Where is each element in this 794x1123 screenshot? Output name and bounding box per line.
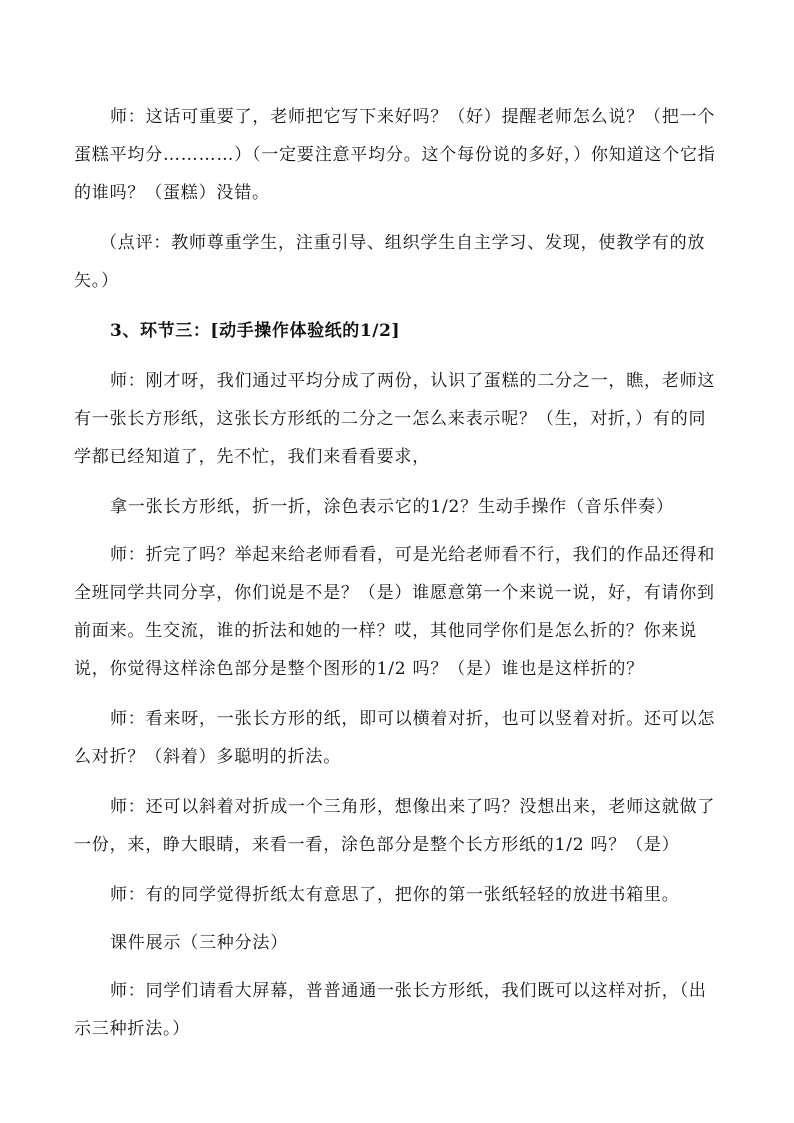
paragraph-triangle-fold: 师：还可以斜着对折成一个三角形，想像出来了吗？没想出来，老师这就做了一份，来，睁大眼睛，来看一看，涂色部分是整个长方形纸的1/2 吗？（是） <box>74 797 716 855</box>
paragraph-teacher-writing: 师：这话可重要了，老师把它写下来好吗？（好）提醒老师怎么说？（把一个蛋糕平均分…………）（一定要注意平均分。这个每份说的多好，）你知道这个它指的谁吗？（蛋糕）没错。 <box>74 107 716 203</box>
paragraph-rectangle-paper: 师：刚才呀，我们通过平均分成了两份，认识了蛋糕的二分之一，瞧，老师这有一张长方形纸，这张长方形纸的二分之一怎么来表示呢？（生，对折，）有的同学都已经知道了，先不忙，我们来看看要求， <box>74 371 716 467</box>
paragraph-put-away-paper: 师：有的同学觉得折纸太有意思了，把你的第一张纸轻轻的放进书箱里。 <box>110 885 680 905</box>
paragraph-courseware-display: 课件展示（三种分法） <box>110 933 288 953</box>
paragraph-commentary: （点评：教师尊重学生，注重引导、组织学生自主学习、发现，使教学有的放矢。） <box>74 233 706 291</box>
paragraph-share-work: 师：折完了吗？举起来给老师看看，可是光给老师看不行，我们的作品还得和全班同学共同分享，你们说是不是？（是）谁愿意第一个来说一说，好，有请你到前面来。生交流，谁的折法和她的一样？哎，其他同学你们是怎么折的？你来说说，你觉得这样涂色部分是整个图形的1/2 吗？（是）谁也是这样折的？ <box>74 545 716 679</box>
section-heading-step-three: 3、环节三：[动手操作体验纸的1/2] <box>110 321 401 341</box>
paragraph-fold-methods: 师：看来呀，一张长方形的纸，即可以横着对折，也可以竖着对折。还可以怎么对折？（斜着）多聪明的折法。 <box>74 709 716 767</box>
paragraph-fold-task: 拿一张长方形纸，折一折，涂色表示它的1/2？生动手操作（音乐伴奏） <box>110 497 674 517</box>
document-body <box>74 98 724 1060</box>
paragraph-big-screen: 师：同学们请看大屏幕，普普通通一张长方形纸，我们既可以这样对折，（出示三种折法。） <box>74 981 707 1039</box>
